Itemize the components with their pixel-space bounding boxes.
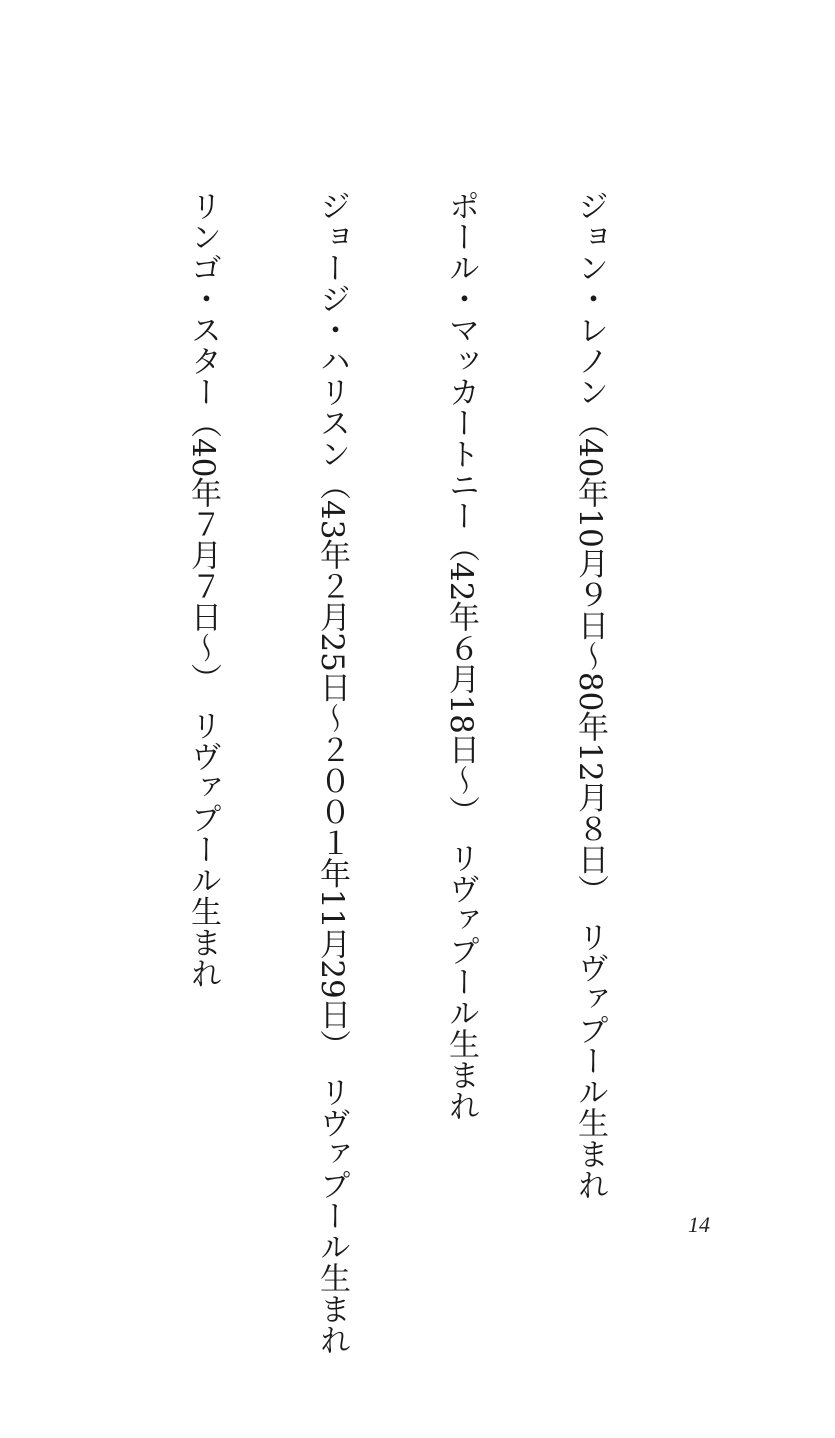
page-number: 14 bbox=[688, 1212, 710, 1237]
member-line-paul: ポール・マッカートニー（42年６月18日〜） リヴァプール生まれ bbox=[443, 190, 479, 1122]
member-line-ringo: リンゴ・スター（40年７月７日〜） リヴァプール生まれ bbox=[185, 190, 221, 989]
member-line-george: ジョージ・ハリスン（43年２月25日〜２００１年11月29日） リヴァプール生まれ bbox=[314, 190, 350, 1356]
member-line-john: ジョン・レノン（40年10月９日〜80年12月８日） リヴァプール生まれ bbox=[572, 190, 608, 1201]
paragraph-gap bbox=[43, 190, 95, 1190]
vertical-text-block bbox=[0, 190, 697, 1356]
